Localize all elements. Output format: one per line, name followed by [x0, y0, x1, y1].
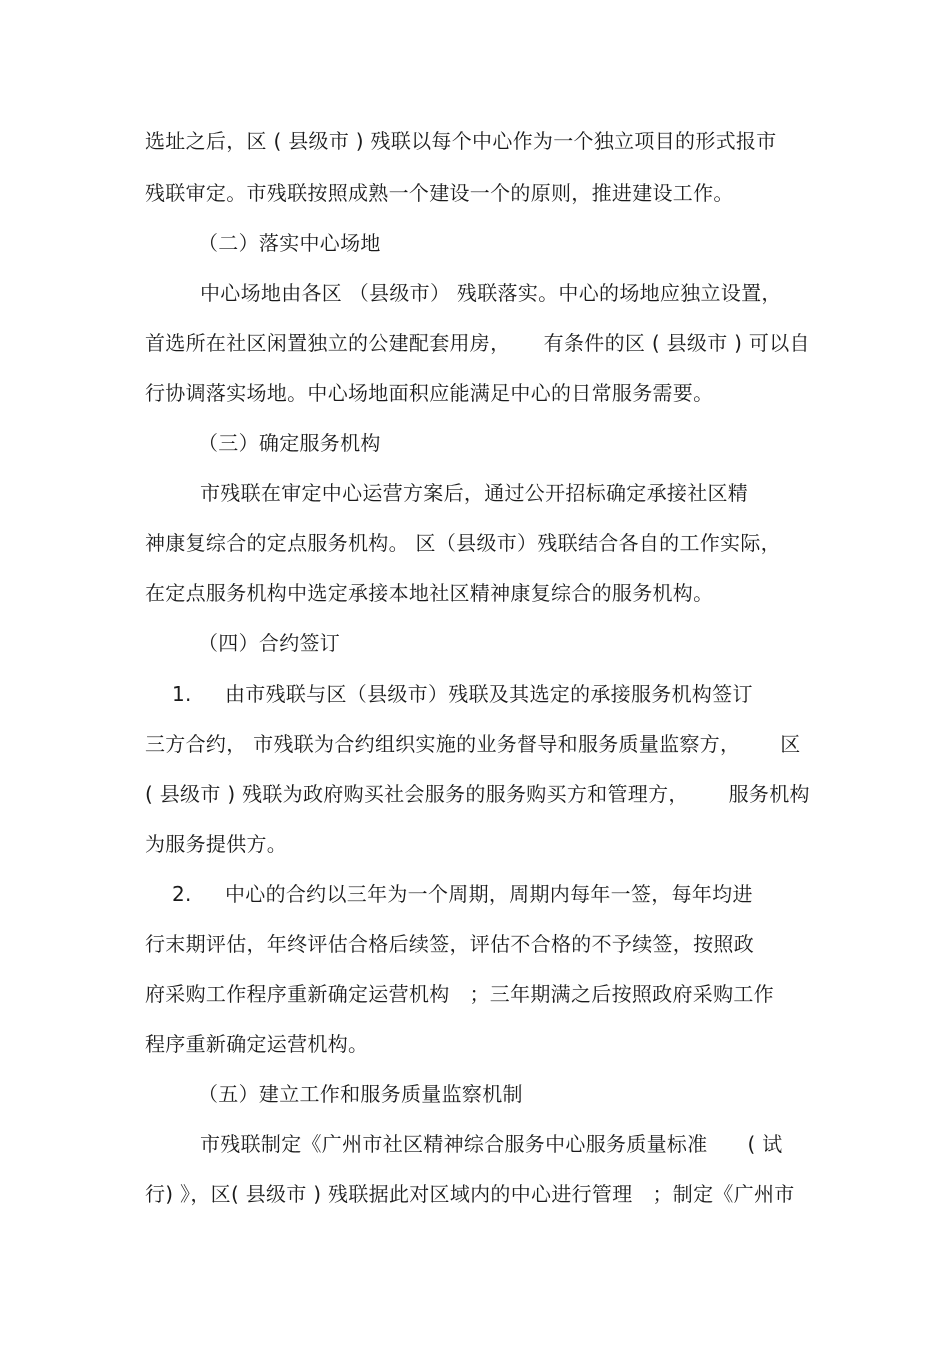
- section-heading-4: （四）合约签订: [198, 631, 341, 655]
- text-line-22: 行) 》，区( 县级市 ) 残联据此对区域内的中心进行管理 ；制定《广州市: [145, 1182, 795, 1206]
- text-line-6: 行协调落实场地。中心场地面积应能满足中心的日常服务需要。: [145, 381, 714, 405]
- text-line-4: 中心场地由各区 （县级市） 残联落实。中心的场地应独立设置，: [200, 281, 782, 305]
- text-line-19: 程序重新确定运营机构。: [145, 1032, 369, 1056]
- text-line-21: 市残联制定《广州市社区精神综合服务中心服务质量标准 ( 试: [200, 1132, 783, 1156]
- text-line-2: 残联审定。市残联按照成熟一个建设一个的原则，推进建设工作。: [145, 181, 734, 205]
- text-line-18: 府采购工作程序重新确定运营机构 ；三年期满之后按照政府采购工作: [145, 982, 774, 1006]
- text-line-13: 三方合约， 市残联为合约组织实施的业务督导和服务质量监察方， 区: [145, 732, 801, 756]
- text-line-1: 选址之后，区 ( 县级市 ) 残联以每个中心作为一个独立项目的形式报市: [145, 129, 777, 153]
- list-item-1: 1. 由市残联与区（县级市）残联及其选定的承接服务机构签订: [172, 682, 753, 706]
- text-line-9: 神康复综合的定点服务机构。 区（县级市）残联结合各自的工作实际，: [145, 531, 781, 555]
- text-line-14: ( 县级市 ) 残联为政府购买社会服务的服务购买方和管理方， 服务机构: [145, 782, 810, 806]
- text-line-5: 首选所在社区闲置独立的公建配套用房， 有条件的区 ( 县级市 ) 可以自: [145, 331, 810, 355]
- text-line-8: 市残联在审定中心运营方案后，通过公开招标确定承接社区精: [200, 481, 749, 505]
- list-item-2: 2. 中心的合约以三年为一个周期，周期内每年一签，每年均进: [172, 882, 753, 906]
- section-heading-2: （二）落实中心场地: [198, 231, 381, 255]
- section-heading-3: （三）确定服务机构: [198, 431, 381, 455]
- text-line-10: 在定点服务机构中选定承接本地社区精神康复综合的服务机构。: [145, 581, 714, 605]
- text-line-17: 行末期评估，年终评估合格后续签，评估不合格的不予续签，按照政: [145, 932, 754, 956]
- section-heading-5: （五）建立工作和服务质量监察机制: [198, 1082, 523, 1106]
- text-line-15: 为服务提供方。: [145, 832, 288, 856]
